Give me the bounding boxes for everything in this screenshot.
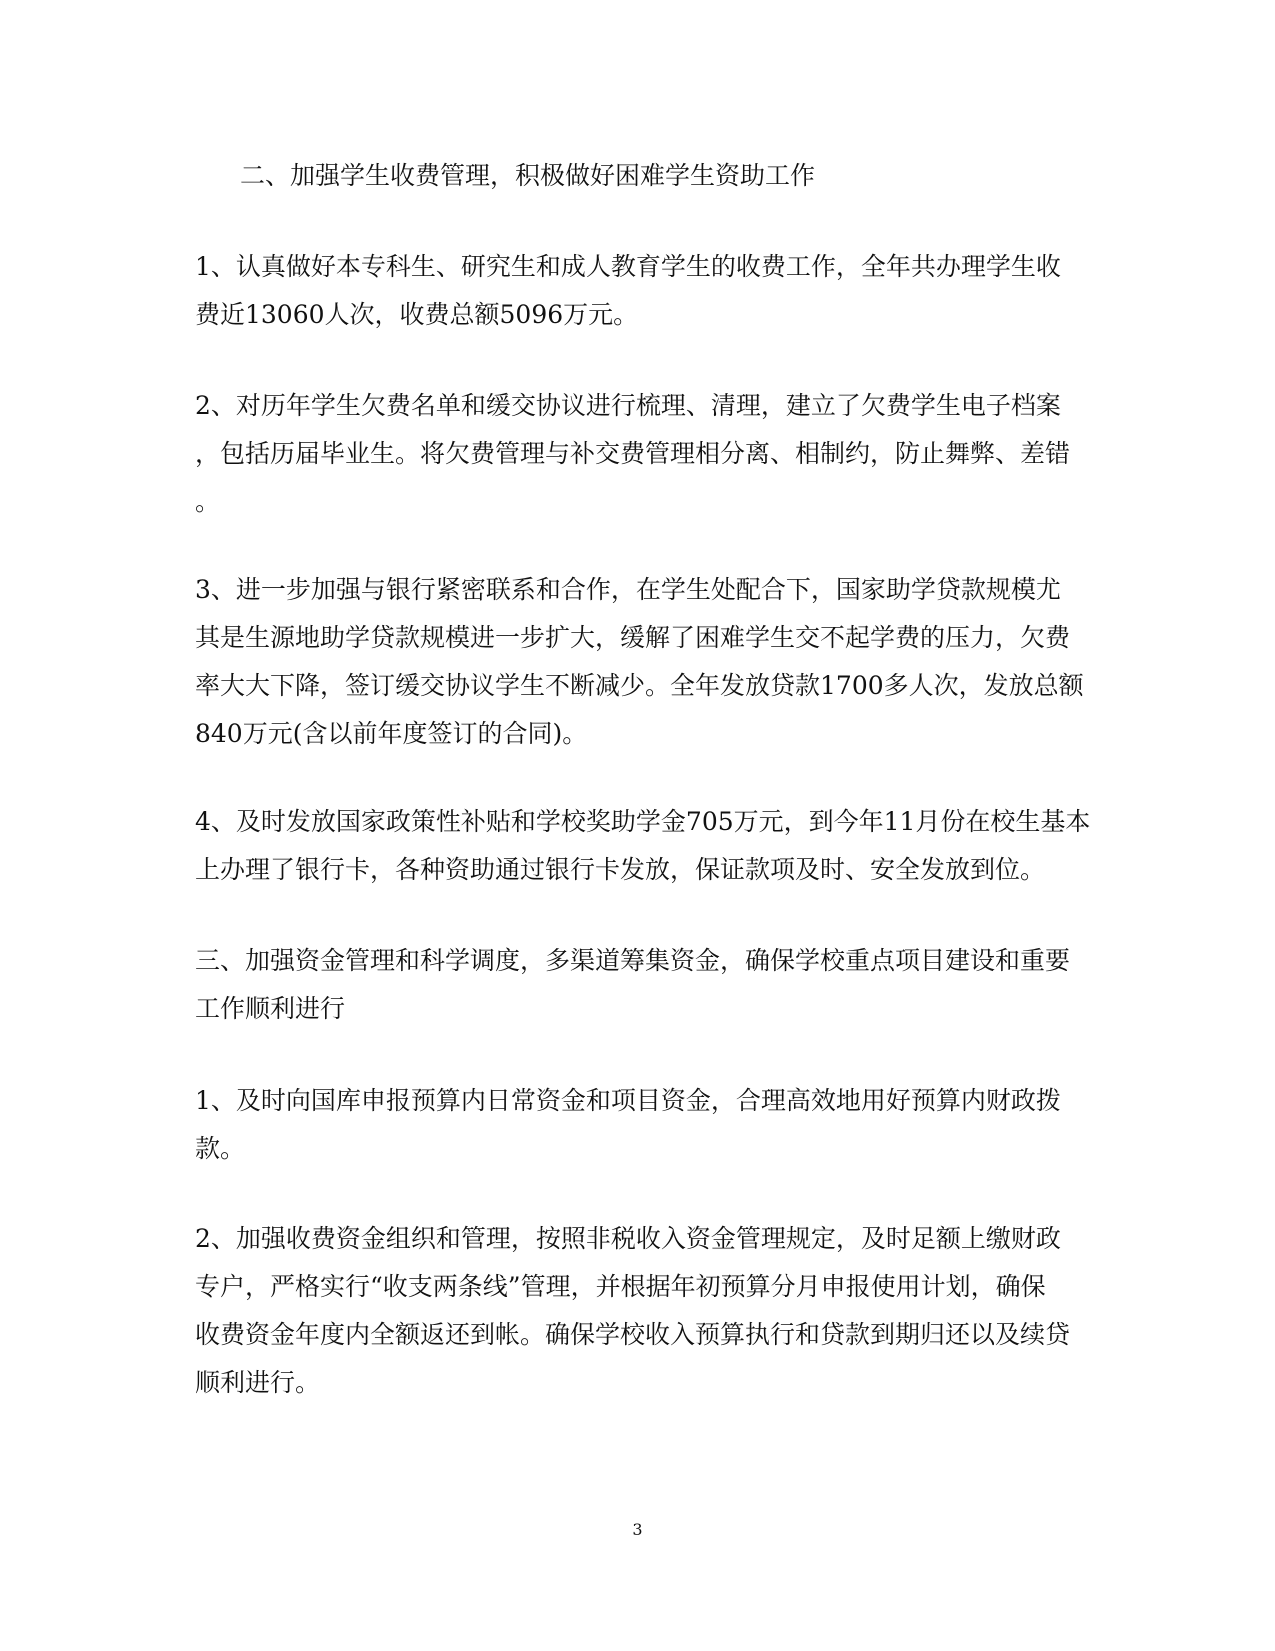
text-line: ，包括历届毕业生。将欠费管理与补交费管理相分离、相制约，防止舞弊、差错 xyxy=(195,439,1071,468)
text-line: 3、进一步加强与银行紧密联系和合作，在学生处配合下，国家助学贷款规模尤 xyxy=(195,575,1061,604)
text-line: 。 xyxy=(195,487,221,516)
text-line: 2、加强收费资金组织和管理，按照非税收入资金管理规定，及时足额上缴财政 xyxy=(195,1224,1061,1253)
paragraph-item-2-3 xyxy=(195,566,1084,758)
paragraph-item-2-2 xyxy=(195,382,1075,526)
text-line: 4、及时发放国家政策性补贴和学校奖助学金705万元，到今年11月份在校生基本 xyxy=(195,807,1091,836)
section-heading-3 xyxy=(195,937,1075,1033)
text-line: 其是生源地助学贷款规模进一步扩大，缓解了困难学生交不起学费的压力，欠费 xyxy=(195,623,1071,652)
paragraph-item-2-4 xyxy=(195,798,1091,894)
text-line: 2、对历年学生欠费名单和缓交协议进行梳理、清理，建立了欠费学生电子档案 xyxy=(195,391,1061,420)
page-number: 3 xyxy=(632,1520,643,1539)
text-line: 二、加强学生收费管理，积极做好困难学生资助工作 xyxy=(240,161,816,190)
text-line: 1、及时向国库申报预算内日常资金和项目资金，合理高效地用好预算内财政拨 xyxy=(195,1086,1061,1115)
text-line: 1、认真做好本专科生、研究生和成人教育学生的收费工作，全年共办理学生收 xyxy=(195,252,1061,281)
text-line: 率大大下降，签订缓交协议学生不断减少。全年发放贷款1700多人次，发放总额 xyxy=(195,671,1084,700)
text-line: 顺利进行。 xyxy=(195,1368,321,1397)
paragraph-item-2-1 xyxy=(195,243,1075,339)
text-line: 工作顺利进行 xyxy=(195,994,346,1023)
text-line: 收费资金年度内全额返还到帐。确保学校收入预算执行和贷款到期归还以及续贷 xyxy=(195,1320,1071,1349)
paragraph-item-3-1 xyxy=(195,1077,1075,1173)
section-heading-2 xyxy=(240,152,1120,200)
text-line: 款。 xyxy=(195,1134,246,1163)
text-line: 专户，严格实行“收支两条线”管理，并根据年初预算分月申报使用计划，确保 xyxy=(195,1272,1046,1301)
text-line: 上办理了银行卡，各种资助通过银行卡发放，保证款项及时、安全发放到位。 xyxy=(195,855,1046,884)
text-line: 费近13060人次，收费总额5096万元。 xyxy=(195,300,639,329)
paragraph-item-3-2 xyxy=(195,1215,1075,1407)
text-line: 三、加强资金管理和科学调度，多渠道筹集资金，确保学校重点项目建设和重要 xyxy=(195,946,1071,975)
text-line: 840万元(含以前年度签订的合同)。 xyxy=(195,719,588,748)
